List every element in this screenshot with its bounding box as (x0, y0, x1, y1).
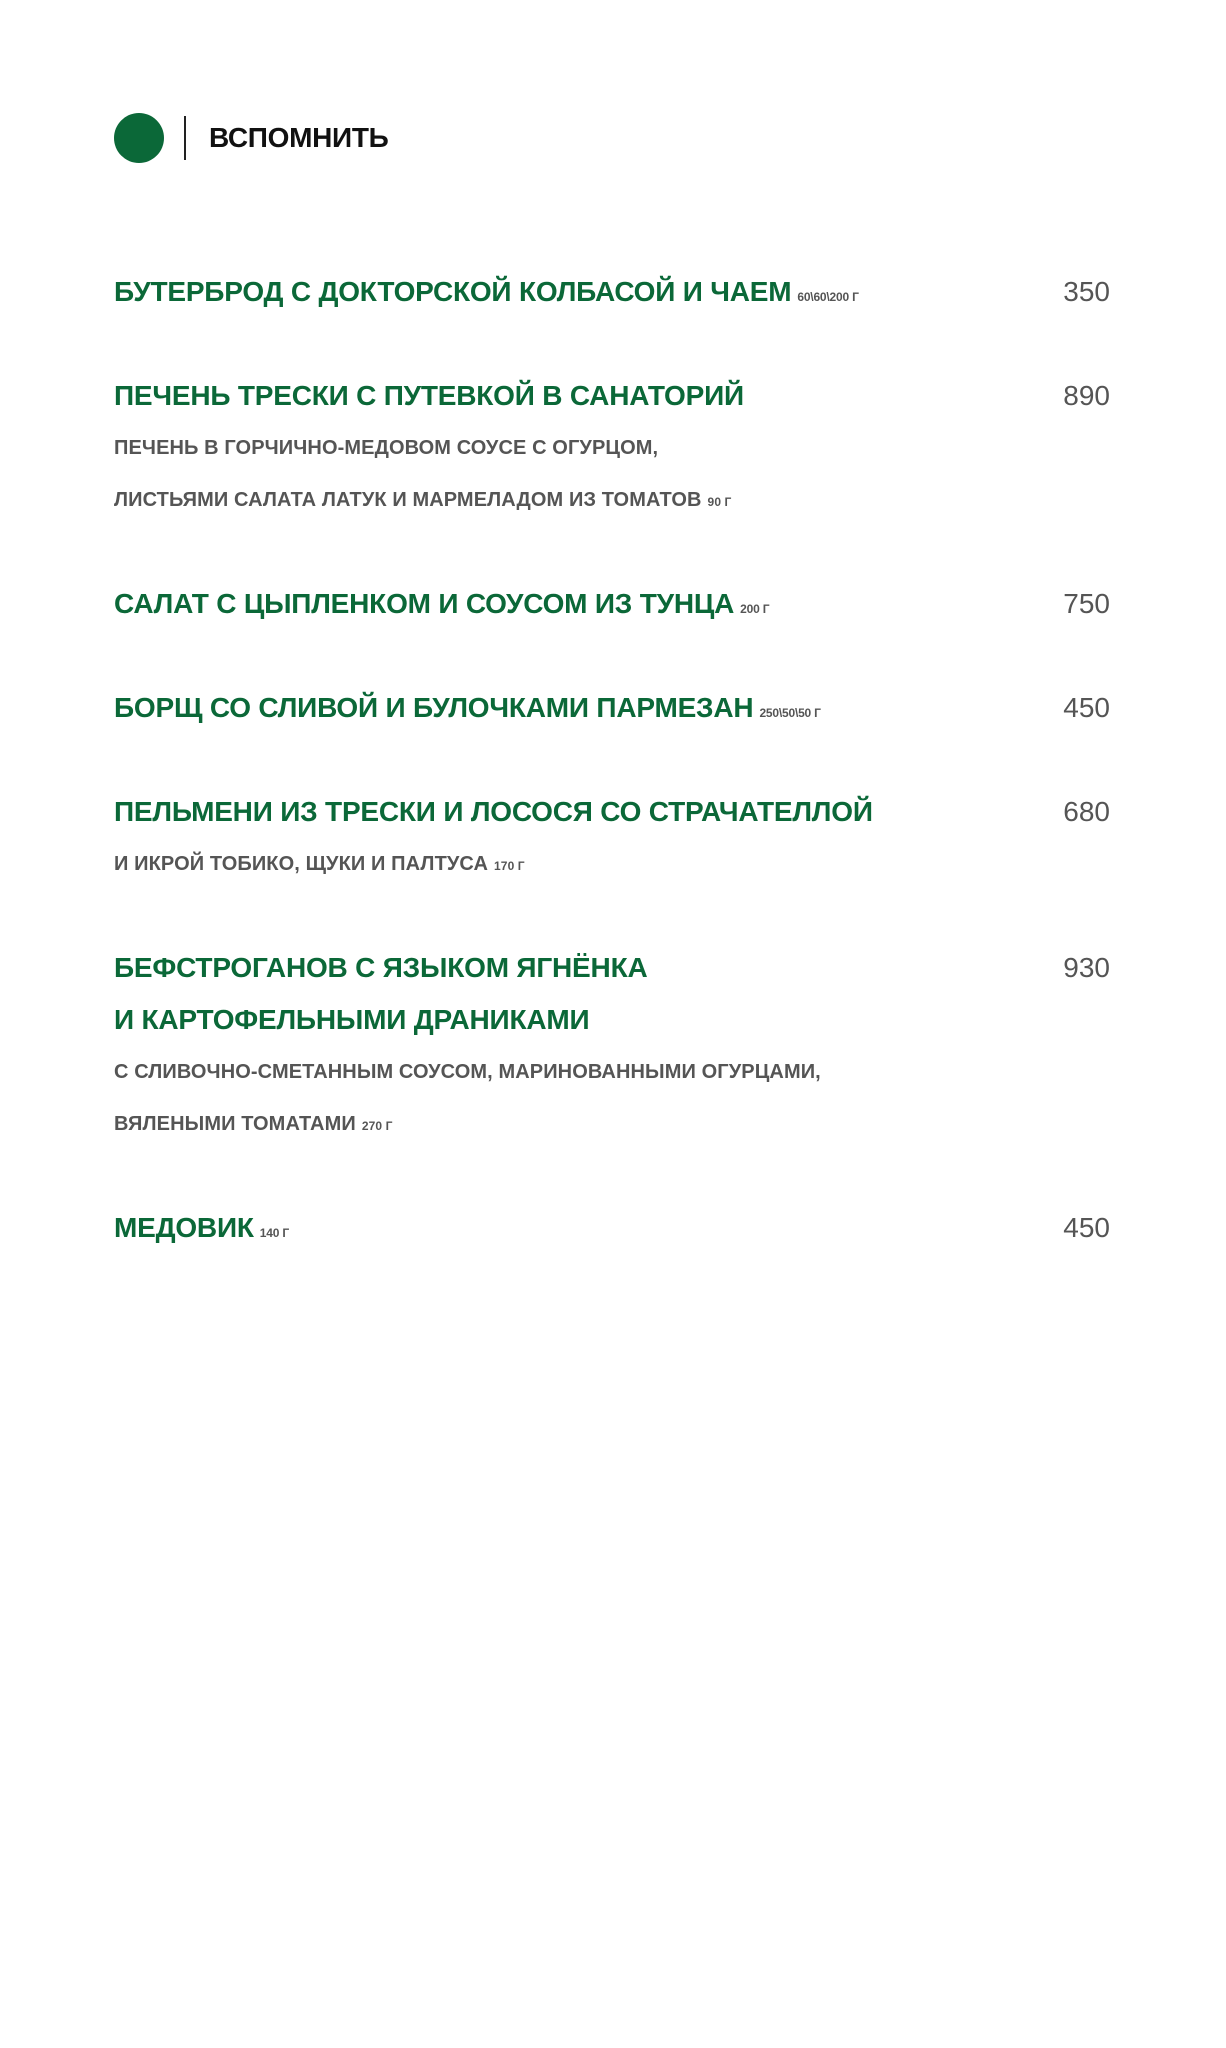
item-title-text: БЕФСТРОГАНОВ С ЯЗЫКОМ ЯГНЁНКА (114, 952, 648, 983)
item-description (114, 474, 1110, 526)
item-description (114, 838, 1110, 890)
item-title-text: БОРЩ СО СЛИВОЙ И БУЛОЧКАМИ ПАРМЕЗАН (114, 692, 754, 723)
item-description-text: С СЛИВОЧНО-СМЕТАННЫМ СОУСОМ, МАРИНОВАННЫМИ ОГУРЦАМИ, (114, 1061, 821, 1083)
item-title (114, 994, 1110, 1046)
item-weight: 90 Г (707, 495, 732, 509)
menu-item (114, 266, 1110, 318)
item-title-text: БУТЕРБРОД С ДОКТОРСКОЙ КОЛБАСОЙ И ЧАЕМ (114, 276, 792, 307)
item-price: 450 (1063, 1212, 1110, 1243)
item-title-text: МЕДОВИК (114, 1212, 254, 1243)
item-title-text: ПЕЧЕНЬ ТРЕСКИ С ПУТЕВКОЙ В САНАТОРИЙ (114, 380, 744, 411)
item-description-text: ПЕЧЕНЬ В ГОРЧИЧНО-МЕДОВОМ СОУСЕ С ОГУРЦОМ, (114, 437, 659, 459)
section-title: ВСПОМНИТЬ (209, 122, 389, 153)
item-weight: 140 Г (259, 1226, 289, 1240)
item-weight: 170 Г (494, 859, 525, 873)
item-title (114, 682, 1110, 734)
item-title (114, 942, 1110, 994)
item-title-text: САЛАТ С ЦЫПЛЕНКОМ И СОУСОМ ИЗ ТУНЦА (114, 588, 735, 619)
item-title-text: ПЕЛЬМЕНИ ИЗ ТРЕСКИ И ЛОСОСЯ СО СТРАЧАТЕЛЛОЙ (114, 796, 873, 827)
item-description-text: И ИКРОЙ ТОБИКО, ЩУКИ И ПАЛТУСА (114, 853, 489, 875)
item-price: 350 (1063, 276, 1110, 307)
item-title (114, 1202, 1110, 1254)
menu-header (114, 112, 388, 164)
item-price: 930 (1063, 952, 1110, 983)
item-title (114, 370, 1110, 422)
item-price: 450 (1063, 692, 1110, 723)
item-description (114, 1098, 1110, 1150)
menu-item (114, 682, 1110, 734)
brand-logo-dot (114, 113, 164, 163)
item-weight: 250\50\50 Г (759, 706, 821, 720)
item-weight: 270 Г (361, 1119, 393, 1133)
item-price: 680 (1063, 796, 1110, 827)
item-price: 750 (1063, 588, 1110, 619)
item-description (114, 422, 1110, 474)
menu-item (114, 1202, 1110, 1254)
menu-item (114, 370, 1110, 526)
menu-list (114, 266, 1110, 1306)
item-description (114, 1046, 1110, 1098)
item-title (114, 578, 1110, 630)
item-title (114, 786, 1110, 838)
menu-item (114, 942, 1110, 1150)
item-title (114, 266, 1110, 318)
item-description-text: ВЯЛЕНЫМИ ТОМАТАМИ (114, 1113, 356, 1135)
item-weight: 200 Г (740, 602, 770, 616)
menu-item (114, 578, 1110, 630)
item-title-text: И КАРТОФЕЛЬНЫМИ ДРАНИКАМИ (114, 1004, 590, 1035)
item-weight: 60\60\200 Г (797, 290, 859, 304)
item-price: 890 (1063, 380, 1110, 411)
menu-item (114, 786, 1110, 890)
item-description-text: ЛИСТЬЯМИ САЛАТА ЛАТУК И МАРМЕЛАДОМ ИЗ ТОМАТОВ (114, 489, 702, 511)
header-divider (184, 116, 186, 160)
